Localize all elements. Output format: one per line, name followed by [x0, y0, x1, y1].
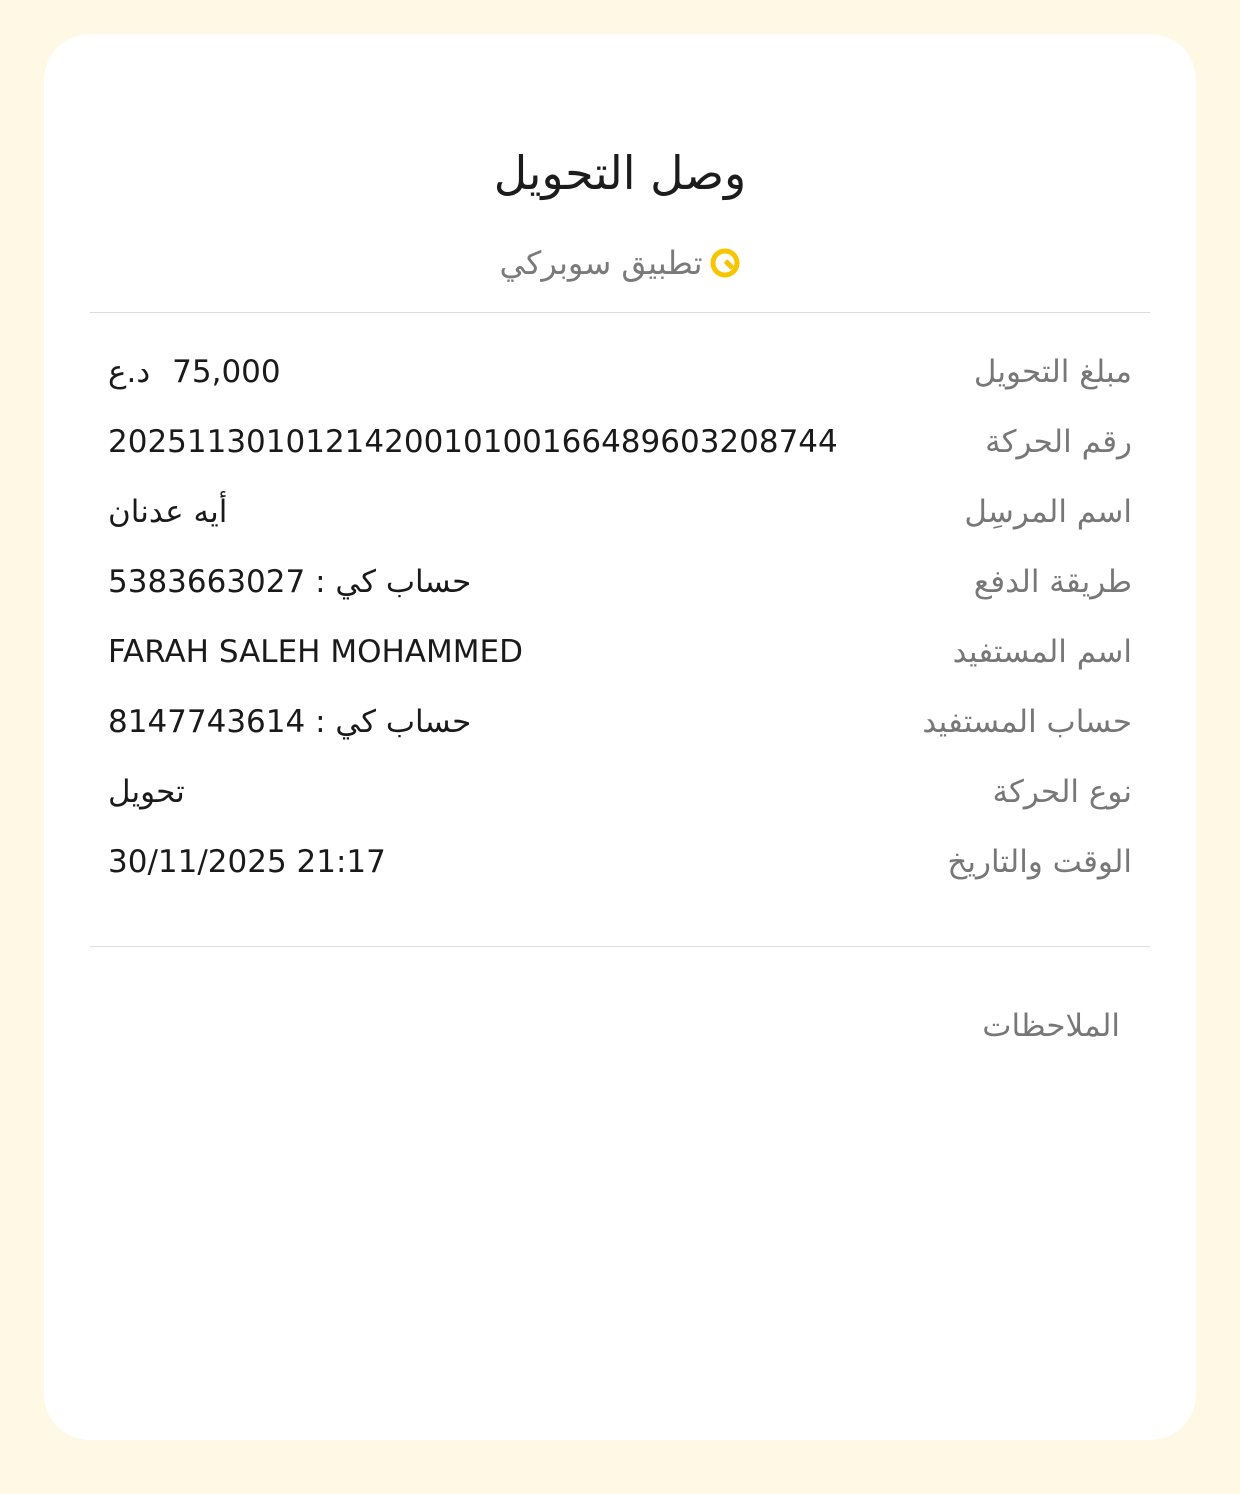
payment-method-value: حساب كي : 5383663027 [108, 564, 472, 600]
row-beneficiary-account [108, 694, 1132, 764]
row-payment-method [108, 554, 1132, 624]
amount-currency: د.ع [108, 354, 151, 390]
transaction-number-value: 2025113010121420010100166489603208744 [108, 424, 838, 460]
superqi-logo-icon [709, 247, 741, 279]
sender-name-label: اسم المرسِل [964, 494, 1132, 530]
row-beneficiary-name [108, 624, 1132, 694]
brand-name: تطبيق سوبركي [499, 244, 703, 282]
brand-row [44, 244, 1196, 282]
divider-bottom [90, 946, 1150, 947]
beneficiary-name-value: FARAH SALEH MOHAMMED [108, 634, 523, 670]
row-transaction-number [108, 414, 1132, 484]
datetime-label: الوقت والتاريخ [947, 844, 1132, 880]
payment-method-label: طريقة الدفع [973, 564, 1132, 600]
amount-value [108, 354, 281, 390]
amount-number: 75,000 [172, 354, 281, 390]
transaction-number-label: رقم الحركة [985, 424, 1132, 460]
amount-label: مبلغ التحويل [973, 354, 1132, 390]
notes-label: الملاحظات [982, 1008, 1120, 1044]
sender-name-value: أيه عدنان [108, 494, 228, 530]
row-amount [108, 344, 1132, 414]
transaction-type-label: نوع الحركة [992, 774, 1132, 810]
details-list [108, 344, 1132, 904]
row-sender-name [108, 484, 1132, 554]
receipt-title: وصل التحويل [493, 146, 747, 200]
datetime-value: 30/11/2025 21:17 [108, 844, 386, 880]
row-transaction-type [108, 764, 1132, 834]
transaction-type-value: تحويل [108, 774, 185, 810]
beneficiary-name-label: اسم المستفيد [952, 634, 1132, 670]
divider-top [90, 312, 1150, 313]
receipt-card [44, 34, 1196, 1440]
beneficiary-account-value: حساب كي : 8147743614 [108, 704, 472, 740]
beneficiary-account-label: حساب المستفيد [922, 704, 1132, 740]
row-datetime [108, 834, 1132, 904]
